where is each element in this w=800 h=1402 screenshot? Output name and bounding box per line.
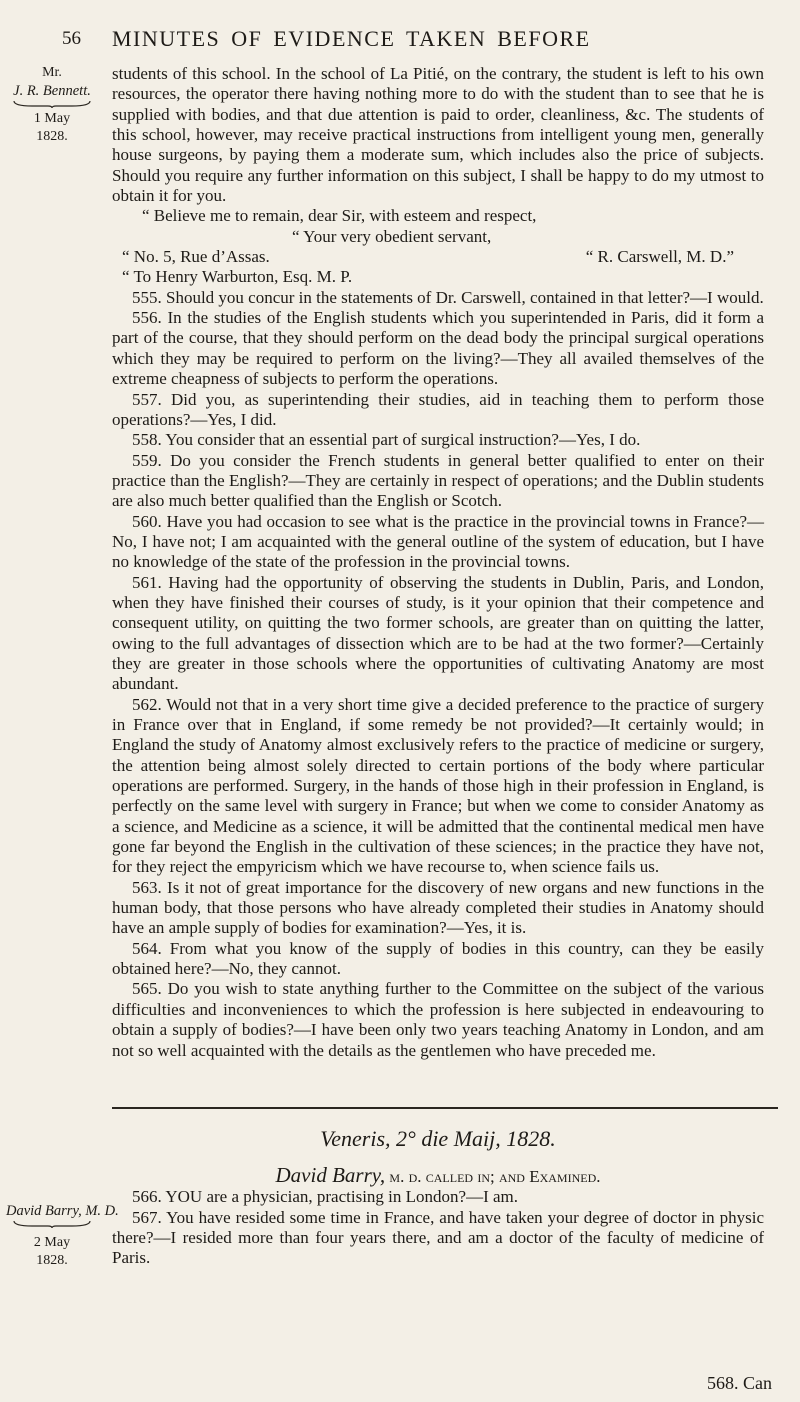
catchword: 568. Can <box>707 1373 772 1393</box>
margin-date-day: 2 May <box>33 1235 71 1250</box>
margin-title: Mr. <box>42 65 62 80</box>
margin-witness-name: David Barry, M. D. <box>6 1203 119 1219</box>
witness-status: m. d. called in; and Examined. <box>389 1167 601 1186</box>
question-565: 565. Do you wish to state anything further to the Committee on the subject of the various difficulties and inconveniences to which the profession is here subjected in endeavouring to obtain a supply of bodies?—I have been only two years teaching Anatomy in London, and am not so well acquainted with the details as the gentlemen who have preceded me. <box>112 979 764 1060</box>
margin-date-year: 1828. <box>36 129 68 144</box>
question-566: 566. YOU are a physician, practising in London?—I am. <box>132 1187 519 1207</box>
margin-witness-name: J. R. Bennett. <box>13 83 91 99</box>
evidence-body <box>112 64 764 1061</box>
letter-address-signature <box>112 247 764 267</box>
question-561: 561. Having had the opportunity of observing the students in Dublin, Paris, and London, when they have finished their courses of study, is it your opinion that their competence and consequent utility, on quitting the two former schools, are greater than on quitting the latter, owing to the full advantages of dissection which are to be had at the two former?—Certainly they are greater in those schools where the opportunities of cultivating Anatomy are most abundant. <box>112 572 764 694</box>
question-562: 562. Would not that in a very short time give a decided preference to the practice of surgery in France over that in England, if some remedy be not provided?—It certainly would; in England the study of Anatomy almost exclusively refers to the practice of medicine or surgery, the attention being almost solely directed to certain portions of the body where particular operations are performed. Surgery, in the hands of those high in their profession in England, is perfectly on the same level with surgery in France; but when we come to consider Anatomy as a science, and Medicine as a science, it will be admitted that the continental medical men have gone far beyond the English in the cultivation of these sciences; in the practice they have not, for they reject the empyricism which we have recourse to, when science fails us. <box>112 694 764 877</box>
margin-note-witness-1 <box>6 64 98 146</box>
question-564: 564. From what you know of the supply of bodies in this country, can they be easily obtained here?—No, they cannot. <box>112 938 764 979</box>
page-header <box>0 22 800 52</box>
letter-signature: “ R. Carswell, M. D.” <box>585 247 734 267</box>
session-date: Veneris, 2° die Maij, 1828. <box>320 1126 556 1151</box>
question-567: 567. You have resided some time in France, and have taken your degree of doctor in physic there?—I resided more than four years there, and am a doctor of the faculty of medicine of Paris. <box>112 1207 764 1268</box>
witness-name: David Barry, <box>275 1163 386 1187</box>
letter-closing-servant: “ Your very obedient servant, <box>292 226 492 246</box>
margin-date-day: 1 May <box>33 111 71 126</box>
section-divider <box>112 1107 778 1109</box>
question-558: 558. You consider that an essential part of surgical instruction?—Yes, I do. <box>132 430 641 450</box>
question-563: 563. Is it not of great importance for the discovery of new organs and new functions in the human body, that those persons who have already completed their studies in Anatomy should have an ample supply of bodies for examination?—Yes, it is. <box>112 877 764 938</box>
page-number: 56 <box>62 28 81 49</box>
question-555: 555. Should you concur in the statements of Dr. Carswell, contained in that letter?—I would. <box>132 287 764 307</box>
question-557: 557. Did you, as superintending their studies, aid in teaching them to perform those operations?—Yes, I did. <box>112 389 764 429</box>
brace-icon <box>12 100 92 108</box>
running-head: MINUTES OF EVIDENCE TAKEN BEFORE <box>112 26 591 51</box>
letter-address: “ No. 5, Rue d’Assas. <box>122 247 270 267</box>
letter-addressee: “ To Henry Warburton, Esq. M. P. <box>122 267 353 287</box>
letter-paragraph: students of this school. In the school of La Pitié, on the contrary, the student is left to his own resources, the operator there having nothing more to do with the student than to see that he is supplied with bodies, and that due attention is paid to order, cleanliness, &c. The students of this school, however, may receive practical instructions from intelligent young men, generally house surgeons, by paying them a moderate sum, which includes also the price of subjects. Should you require any further information on this subject, I shall be happy to do my utmost to obtain it for you. <box>112 64 764 206</box>
letter-closing: “ Believe me to remain, dear Sir, with esteem and respect, <box>142 206 537 226</box>
question-559: 559. Do you consider the French students in general better qualified to enter on their practice than the English?—They are certainly in respect of operations; and the Dublin students are also much better qualified than the English or Scotch. <box>112 450 764 511</box>
question-556: 556. In the studies of the English students which you superintended in Paris, did it form a part of the course, that they should perform on the dead body the principal surgical operations which they may be required to perform on the living?—They all availed themselves of the extreme cheapness of subjects to perform the operations. <box>112 308 764 389</box>
witness-heading <box>112 1165 764 1187</box>
brace-icon <box>12 1220 92 1228</box>
evidence-body-second <box>112 1165 764 1269</box>
question-560: 560. Have you had occasion to see what is the practice in the provincial towns in France?—No, I have not; I am acquainted with the general outline of the system of education, but I have no knowledge of the state of the profession in the provincial towns. <box>112 511 764 572</box>
margin-date-year: 1828. <box>36 1253 68 1268</box>
margin-note-witness-2 <box>6 1202 119 1270</box>
